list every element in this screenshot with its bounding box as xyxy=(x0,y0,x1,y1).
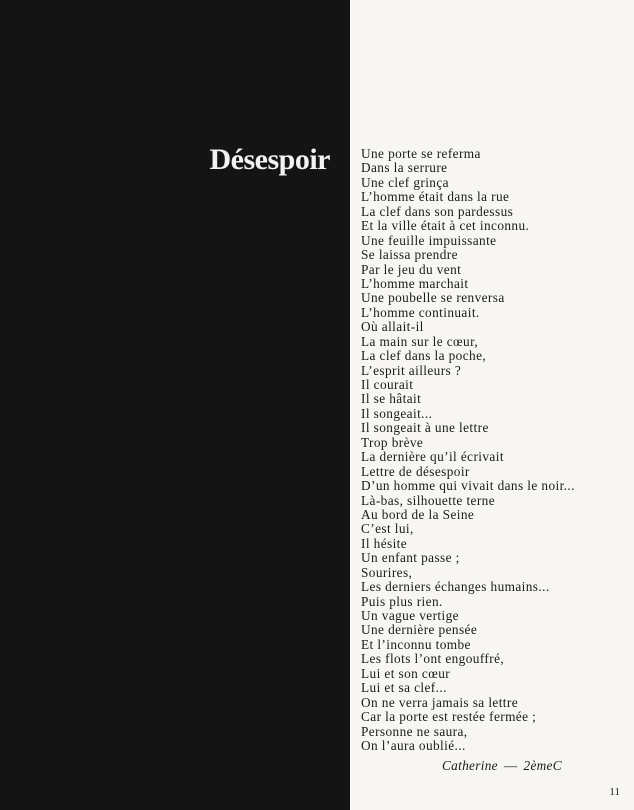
poem-line: Une dernière pensée xyxy=(361,622,478,638)
author-signature xyxy=(442,758,562,774)
poem-line: Il se hâtait xyxy=(361,391,422,407)
signature-separator: — xyxy=(503,758,518,773)
poem-line: C’est lui, xyxy=(361,521,414,537)
poem-line: Et l’inconnu tombe xyxy=(361,636,471,652)
poem-line: Puis plus rien. xyxy=(361,593,443,609)
poem-line: L’esprit ailleurs ? xyxy=(361,362,462,378)
poem-line: Il hésite xyxy=(361,535,408,551)
poem-line: Trop brève xyxy=(361,434,424,450)
author-name: Catherine xyxy=(442,758,498,773)
poem-line: Dans la serrure xyxy=(361,160,448,176)
poem-line: Une poubelle se renversa xyxy=(361,290,505,306)
poem-line: Lettre de désespoir xyxy=(361,463,470,479)
poem-line: Il songeait à une lettre xyxy=(361,420,489,436)
poem-line: Une feuille impuissante xyxy=(361,232,497,248)
poem-line: Sourires, xyxy=(361,564,413,580)
poem-line: La clef dans son pardessus xyxy=(361,203,514,219)
poem-line: Un vague vertige xyxy=(361,608,459,623)
poem-line: Où allait-il xyxy=(361,319,424,335)
poem-line: D’un homme qui vivait dans le noir... xyxy=(361,478,575,494)
poem-line: Lui et son cœur xyxy=(361,665,451,681)
poem-line: La clef dans la poche, xyxy=(361,348,487,364)
author-class: 2èmeC xyxy=(523,758,562,773)
poem-line: Les flots l’ont engouffré, xyxy=(361,651,505,667)
poem-line: L’homme était dans la rue xyxy=(361,189,510,205)
poem-line: Par le jeu du vent xyxy=(361,261,462,277)
poem-line: Il songeait... xyxy=(361,405,433,421)
poem-line: Personne ne saura, xyxy=(361,723,468,739)
poem-line: Il courait xyxy=(361,377,414,392)
poem-title: Désespoir xyxy=(209,143,330,176)
poem-line: Un enfant passe ; xyxy=(361,550,460,566)
poem-line: La dernière qu’il écrivait xyxy=(361,449,504,465)
poem-line: Une clef grinça xyxy=(361,174,449,190)
poem-line: Les derniers échanges humains... xyxy=(361,579,550,595)
page-number: 11 xyxy=(609,786,620,798)
poem-line: On l’aura oublié... xyxy=(361,737,466,753)
poem-line: Se laissa prendre xyxy=(361,247,458,263)
poem-line: Et la ville était à cet inconnu. xyxy=(361,218,530,234)
poem-line: Là-bas, silhouette terne xyxy=(361,492,496,508)
poem-line: Car la porte est restée fermée ; xyxy=(361,709,537,725)
poem-line: La main sur le cœur, xyxy=(361,333,479,349)
poem-line: On ne verra jamais sa lettre xyxy=(361,694,519,710)
poem-line: Lui et sa clef... xyxy=(361,680,447,696)
poem-line: L’homme marchait xyxy=(361,275,469,291)
poem-body xyxy=(361,147,629,753)
poem-line: Une porte se referma xyxy=(361,146,481,161)
poem-line: Au bord de la Seine xyxy=(361,506,475,522)
poem-line: L’homme continuait. xyxy=(361,304,480,320)
